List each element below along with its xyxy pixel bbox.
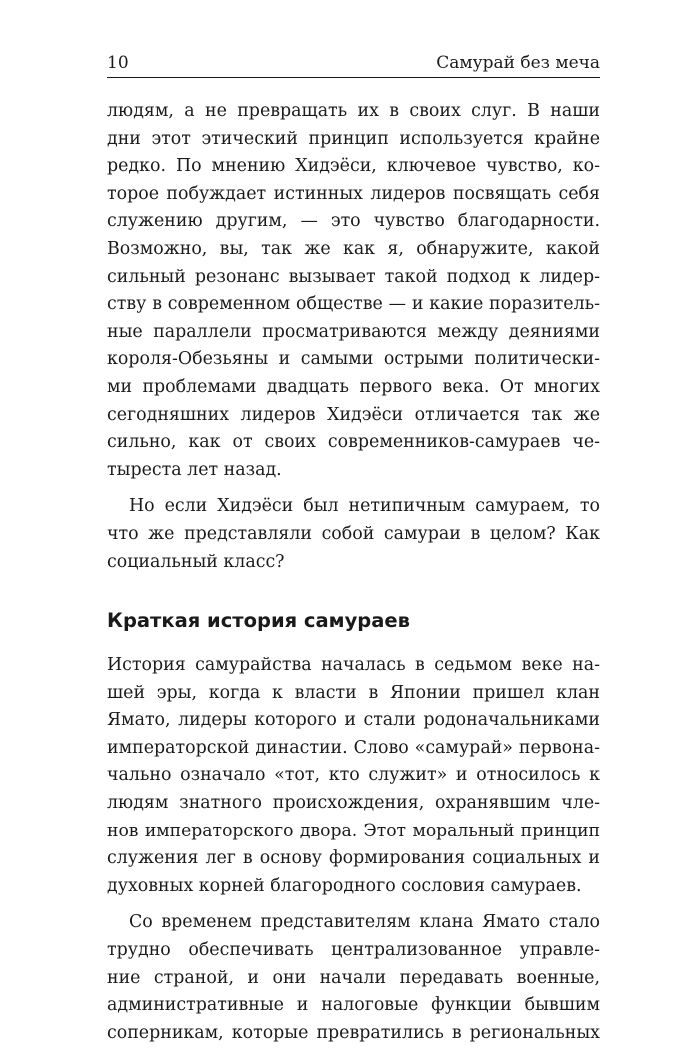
text-line: социальный класс?: [107, 551, 285, 572]
text-line: людям знатного происхождения, охранявшим чле-: [107, 793, 600, 814]
text-line: трудно обеспечивать централизованное управле-: [107, 940, 600, 961]
page-number: 10: [107, 53, 129, 73]
paragraph: [107, 98, 600, 484]
text-line: История самурайства началась в седьмом веке на-: [107, 655, 600, 676]
text-line: ству в современном обществе — и какие поразитель-: [107, 294, 600, 315]
text-line: сильный резонанс вызывает такой подход к лидер-: [107, 266, 600, 287]
paragraph: [107, 652, 600, 900]
text-line: короля-Обезьяны и самыми острыми политически-: [107, 349, 600, 370]
text-line: административные и налоговые функции бывшим: [107, 995, 600, 1016]
text-line: редко. По мнению Хидэёси, ключевое чувство, ко-: [107, 156, 600, 177]
text-line: императорской династии. Слово «самурай» первона-: [107, 737, 600, 758]
text-line: людям, а не превращать их в своих слуг. В наши: [107, 101, 600, 121]
text-line: что же представляли собой самураи в целом? Как: [107, 523, 600, 544]
text-line: служения лег в основу формирования социальных и: [107, 848, 600, 869]
paragraph: [107, 909, 600, 1047]
text-line: Ямато, лидеры которого и стали родоначальниками: [107, 710, 600, 731]
text-line: сегодняшних лидеров Хидэёси отличается так же: [107, 404, 600, 425]
text-line: дни этот этический принцип используется крайне: [107, 128, 600, 149]
text-line: соперникам, которые превратились в региональных: [107, 1022, 600, 1043]
section-heading: Краткая история самураев: [107, 609, 410, 633]
text-line: Со временем представителям клана Ямато стало: [129, 912, 600, 933]
text-line: духовных корней благородного сословия самураев.: [107, 875, 582, 896]
book-title: Самурай без меча: [436, 53, 600, 73]
text-line: ные параллели просматриваются между деяниями: [107, 321, 600, 342]
text-line: нов императорского двора. Этот моральный принцип: [107, 820, 600, 841]
text-line: торое побуждает истинных лидеров посвящать себя: [107, 183, 600, 204]
text-line: ми проблемами двадцать первого века. От многих: [107, 376, 600, 397]
text-line: шей эры, когда к власти в Японии пришел клан: [107, 682, 600, 703]
paragraph: [107, 493, 600, 576]
book-page: [107, 52, 600, 1056]
text-line: Но если Хидэёси был нетипичным самураем, то: [129, 496, 600, 517]
running-header: [107, 52, 600, 78]
body-text: [107, 98, 600, 1047]
text-line: ние страной, и они начали передавать военные,: [107, 967, 600, 988]
text-line: служению другим, — это чувство благодарности.: [107, 211, 600, 232]
text-line: Возможно, вы, так же как я, обнаружите, какой: [107, 238, 600, 259]
text-line: тыреста лет назад.: [107, 459, 282, 480]
text-line: чально означало «тот, кто служит» и относилось к: [107, 765, 600, 786]
text-line: сильно, как от своих современников-самураев че-: [107, 432, 600, 453]
